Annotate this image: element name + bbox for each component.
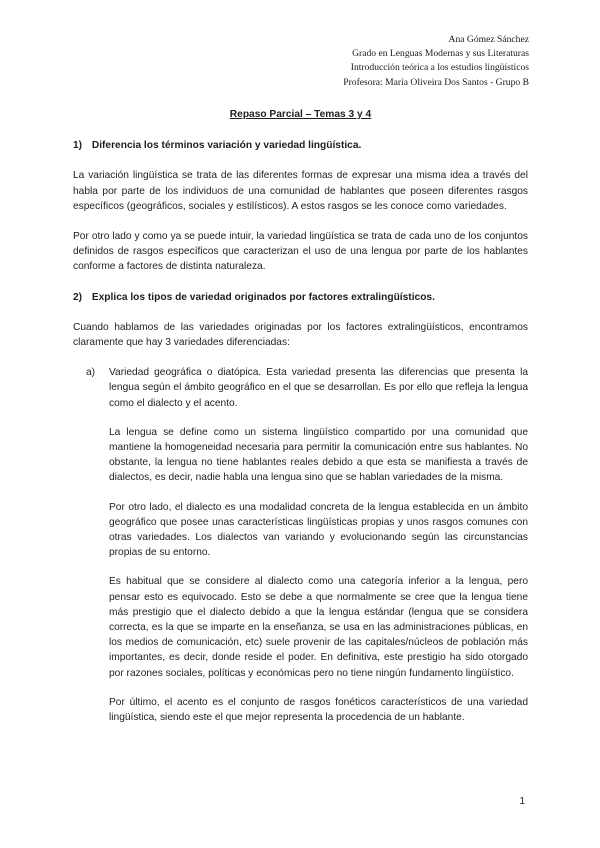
list-item-a-paragraph: La lengua se define como un sistema lingüístico compartido por una comunidad que mantiene la homogeneidad necesaria para permitir la comunicación entre sus hablantes. No obstante, la lengua no tiene hablantes reales debido a que esta se manifiesta a través de dialectos, es decir, nadie habla una lengua sino que se hablan variedades de la misma.	[109, 426, 528, 484]
section-2-heading	[73, 290, 528, 305]
section-1-paragraph: La variación lingüística se trata de las diferentes formas de expresar una misma idea a través del habla por parte de los individuos de una comunidad de hablantes que poseen diferentes rasgos específicos (geográficos, sociales y estilísticos). A estos rasgos se les conoce como variedades.	[73, 170, 528, 212]
section-2-number: 2)	[73, 291, 83, 303]
page-title: Repaso Parcial – Temas 3 y 4	[229, 109, 372, 120]
document-header	[343, 33, 529, 90]
section-1-heading-text: Diferencia los términos variación y variedad lingüística.	[91, 140, 362, 152]
section-1-heading	[73, 138, 528, 153]
list-item-a-paragraph: Variedad geográfica o diatópica. Esta variedad presenta las diferencias que presenta la lengua según el ámbito geográfico en el que se desarrollan. Es por ello que refleja la lengua como el dialecto y el acento.	[109, 367, 528, 409]
degree-name: Grado en Lenguas Modernas y sus Literaturas	[352, 48, 529, 60]
list-item-a-paragraph: Es habitual que se considere al dialecto como una categoría inferior a la lengua, pero pensar esto es equivocado. Esto se debe a que normalmente se cree que la lengua tiene más prestigio que el dialecto debido a que la lengua estándar (lengua que se considera correcta, es la que se imparte en la enseñanza, se usa en las administraciones públicas, en los medios de comunicación, etc) suele provenir de las capitales/núcleos de población más importantes, es decir, donde reside el poder. En definitiva, este prestigio ha sido otorgado por razones sociales, políticas y económicas pero no tiene ningún fundamento lingüístico.	[109, 576, 528, 679]
list-marker-a: a)	[86, 367, 96, 379]
author-name: Ana Gómez Sánchez	[448, 34, 529, 45]
section-2-heading-text: Explica los tipos de variedad originados por factores extralingüísticos.	[91, 291, 435, 303]
page-number: 1	[519, 796, 525, 807]
professor-name: Profesora: María Oliveira Dos Santos - Grupo B	[343, 76, 529, 88]
document-body	[73, 107, 528, 739]
list-item-a	[73, 365, 528, 725]
section-1-number: 1)	[73, 140, 83, 152]
list-item-a-paragraph: Por otro lado, el dialecto es una modalidad concreta de la lengua establecida en un ámbito geográfico que posee unas características lingüísticas propias y unos rasgos comunes con otras variedades. Los dialectos van variando y evolucionando según las circunstancias propias de su entorno.	[109, 501, 528, 559]
section-2-intro: Cuando hablamos de las variedades originadas por los factores extralingüísticos, encontramos claramente que hay 3 variedades diferenciadas:	[73, 321, 528, 349]
section-1-paragraph: Por otro lado y como ya se puede intuir, la variedad lingüística se trata de cada uno de los conjuntos definidos de rasgos específicos que caracterizan el uso de una lengua por parte de los hablantes conforme a factores de distinta naturaleza.	[73, 231, 528, 273]
list-item-a-paragraph: Por último, el acento es el conjunto de rasgos fonéticos característicos de una variedad lingüística, siendo este el que mejor representa la procedencia de un hablante.	[109, 696, 528, 724]
course-name: Introducción teórica a los estudios lingüísticos	[350, 62, 529, 74]
